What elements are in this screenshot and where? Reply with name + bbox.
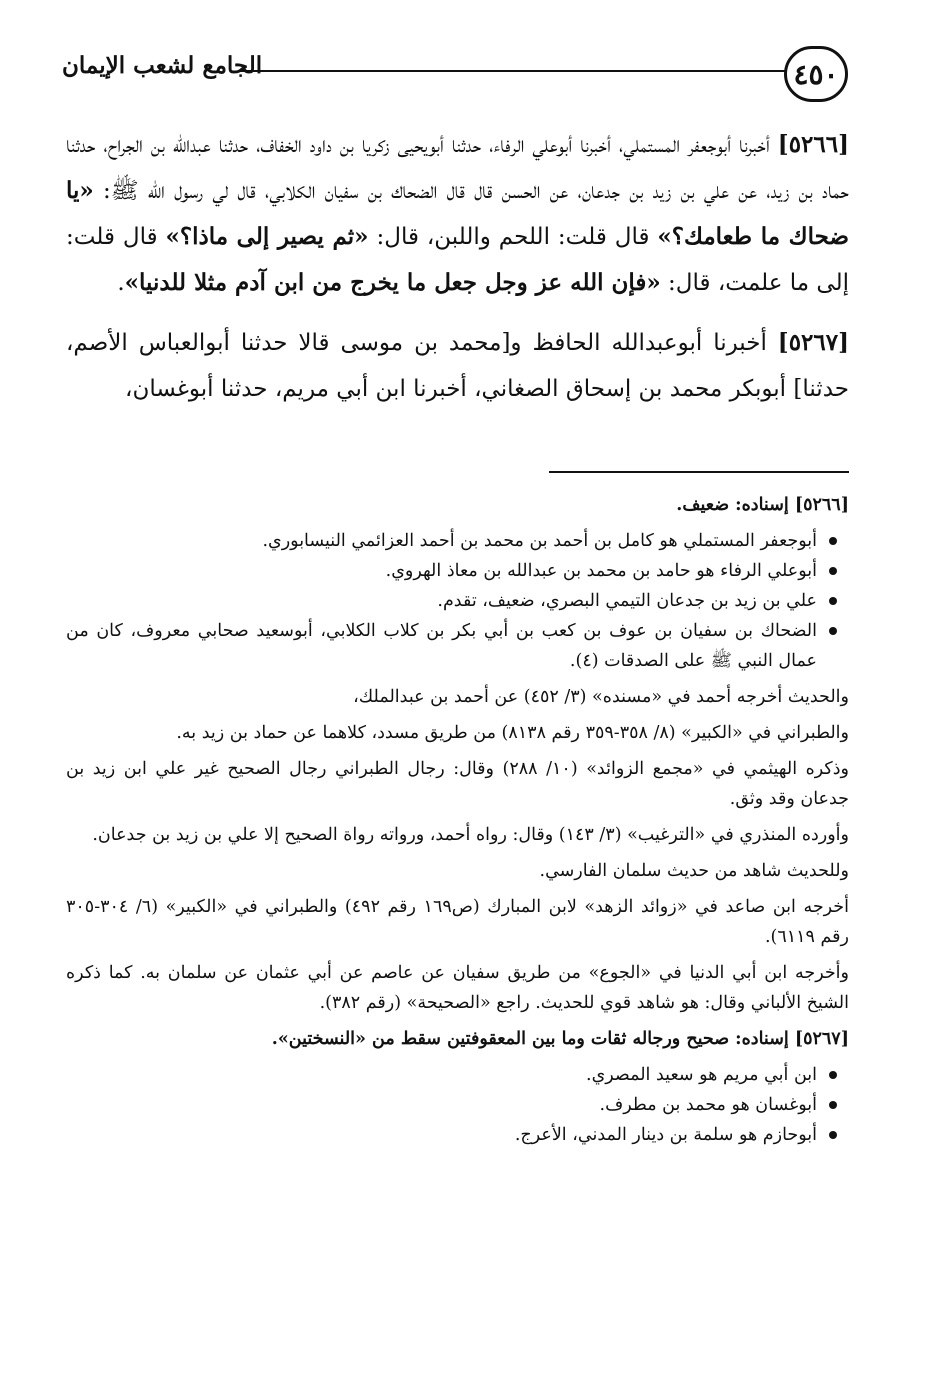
hadith-text: . (117, 270, 125, 296)
hadith-number: [٥٢٦٧] (777, 329, 849, 356)
list-item-text: أبوحازم هو سلمة بن دينار المدني، الأعرج. (514, 1125, 817, 1145)
bullet-icon (829, 567, 837, 575)
hadith-quote: «فإن الله عز وجل جعل ما يخرج من ابن آدم مثلا للدنيا» (124, 269, 661, 296)
page-header (62, 38, 848, 108)
narrator-list (66, 526, 849, 676)
footnotes (66, 490, 849, 1156)
footnote-heading: [٥٢٦٦] إسناده: ضعيف. (676, 495, 849, 515)
footnote-paragraph: وأورده المنذري في «الترغيب» (٣/ ١٤٣) وقال: رواه أحمد، ورواته رواة الصحيح إلا علي بن زيد بن جدعان. (92, 825, 849, 845)
bullet-icon (829, 537, 837, 545)
list-item (66, 616, 837, 676)
footnote-heading: [٥٢٦٧] إسناده: صحيح ورجاله ثقات وما بين المعقوفتين سقط من «النسختين». (271, 1029, 849, 1049)
bullet-icon (829, 597, 837, 605)
narrator-list (66, 1060, 849, 1150)
main-text (66, 122, 849, 426)
list-item (66, 1090, 837, 1120)
hadith-5266 (66, 122, 849, 306)
hadith-quote: «يا ضحاك ما طعامك؟» (66, 177, 849, 250)
footnote-separator (549, 471, 849, 473)
list-item-text: علي بن زيد بن جدعان التيمي البصري، ضعيف، تقدم. (437, 591, 817, 611)
list-item (66, 556, 837, 586)
bullet-icon (829, 1131, 837, 1139)
footnote-paragraph: والطبراني في «الكبير» (٨/ ٣٥٨-٣٥٩ رقم ٨١٣٨) من طريق مسدد، كلاهما عن حماد بن زيد به. (176, 723, 849, 743)
footnote-paragraph: وذكره الهيثمي في «مجمع الزوائد» (١٠/ ٢٨٨) وقال: رجال الطبراني رجال الصحيح غير علي ابن زيد بن جدعان وقد وثق. (66, 759, 849, 809)
hadith-quote: «ثم يصير إلى ماذا؟» (165, 223, 369, 250)
hadith-text: قال قلت: اللحم واللبن، قال: (368, 224, 658, 250)
hadith-text: قال قلت: إلى ما علمت، قال: (66, 224, 849, 296)
hadith-text: أخبرنا أبوجعفر المستملي، أخبرنا أبوعلي الرفاء، حدثنا أبويحيى زكريا بن داود الخفاف، حدثنا عبدالله بن الجراح، حدثنا حماد بن زيد، عن علي بن زيد بن جدعان، عن الحسن قال قال الضحاك بن سفيان الكلابي، قال لي رسول الله ﷺ: (66, 132, 849, 204)
footnote-paragraph: والحديث أخرجه أحمد في «مسنده» (٣/ ٤٥٢) عن أحمد بن عبدالملك، (353, 687, 849, 707)
list-item-text: أبوعلي الرفاء هو حامد بن محمد بن عبدالله بن معاذ الهروي. (385, 561, 817, 581)
bullet-icon (829, 1101, 837, 1109)
book-title: الجامع لشعب الإيمان (62, 52, 263, 79)
hadith-number: [٥٢٦٦] (777, 131, 849, 158)
bullet-icon (829, 627, 837, 635)
list-item (66, 1060, 837, 1090)
bullet-icon (829, 1071, 837, 1079)
list-item (66, 526, 837, 556)
list-item (66, 586, 837, 616)
hadith-5267 (66, 320, 849, 412)
list-item-text: الضحاك بن سفيان بن عوف بن كعب بن أبي بكر بن كلاب الكلابي، أبوسعيد صحابي معروف، كان من عمال النبي ﷺ على الصدقات (٤). (66, 621, 817, 671)
page-number: ٤٥٠ (784, 46, 848, 102)
footnote-paragraph: وأخرجه ابن أبي الدنيا في «الجوع» من طريق سفيان عن عاصم عن أبي عثمان عن سلمان به. كما ذكره الشيخ الألباني وقال: هو شاهد قوي للحديث. راجع «الصحيحة» (رقم ٣٨٢). (66, 963, 849, 1013)
list-item-text: أبوجعفر المستملي هو كامل بن أحمد بن محمد بن أحمد العزائمي النيسابوري. (262, 531, 817, 551)
list-item-text: أبوغسان هو محمد بن مطرف. (599, 1095, 817, 1115)
list-item (66, 1120, 837, 1150)
header-rule (240, 70, 786, 72)
footnote-paragraph: وللحديث شاهد من حديث سلمان الفارسي. (539, 861, 849, 881)
list-item-text: ابن أبي مريم هو سعيد المصري. (586, 1065, 817, 1085)
footnote-paragraph: أخرجه ابن صاعد في «زوائد الزهد» لابن المبارك (ص١٦٩ رقم ٤٩٢) والطبراني في «الكبير» (٦/ ٣٠٤-٣٠٥ رقم ٦١١٩). (66, 897, 849, 947)
hadith-text: أخبرنا أبوعبدالله الحافظ و[محمد بن موسى قالا حدثنا أبوالعباس الأصم، حدثنا] أبوبكر محمد بن إسحاق الصغاني، أخبرنا ابن أبي مريم، حدثنا أبوغسان، (66, 330, 849, 402)
